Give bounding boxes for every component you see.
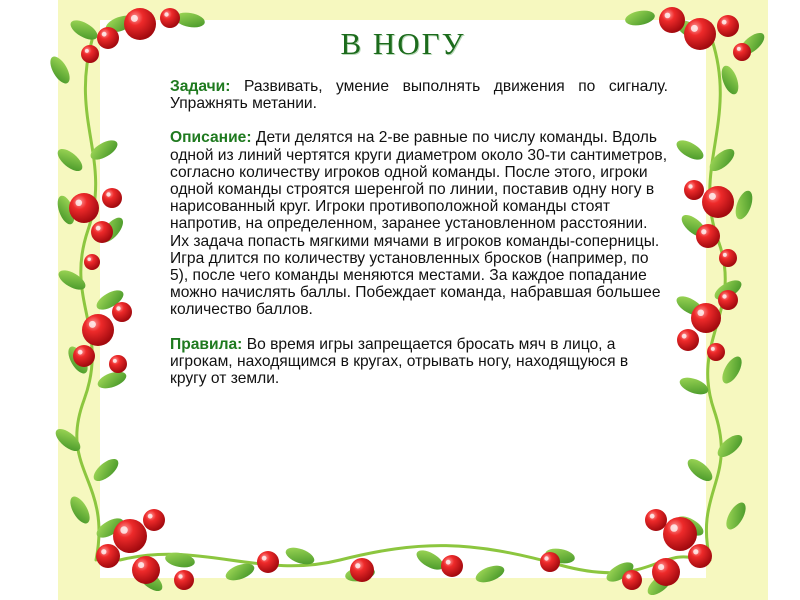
tasks-section	[170, 78, 668, 112]
description-section	[170, 129, 668, 318]
game-description	[170, 78, 668, 404]
tasks-text: Развивать, умение выполнять движения по сигналу. Упражнять метании.	[170, 78, 668, 113]
page-title: В НОГУ	[340, 26, 466, 61]
rules-heading: Правила:	[170, 335, 243, 353]
tasks-heading: Задачи:	[170, 78, 231, 95]
rules-section	[170, 336, 668, 388]
description-text: Дети делятся на 2-ве равные по числу команды. Вдоль одной из линий чертятся круги диаметром около 30-ти сантиметров, согласно количеству игроков одной команды. После этого, игроки одной команды строятся шеренгой по линии, поставив одну ногу в нарисованный круг. Игроки противоположной команды стоят напротив, на определенном, заранее установленном расстоянии. Их задача попасть мягкими мячами в игроков команды-соперницы. Игра длится по количеству установленных бросков (например, по 5), после чего команды меняются местами. За каждое попадание можно начислять баллы. Побеждает команда, набравшая большее количество баллов.	[170, 129, 668, 319]
description-heading: Описание:	[170, 129, 252, 147]
rules-text: Во время игры запрещается бросать мяч в лицо, а игрокам, находящимся в кругах, отрывать ногу, находящуюся в кругу от земли.	[170, 335, 629, 388]
